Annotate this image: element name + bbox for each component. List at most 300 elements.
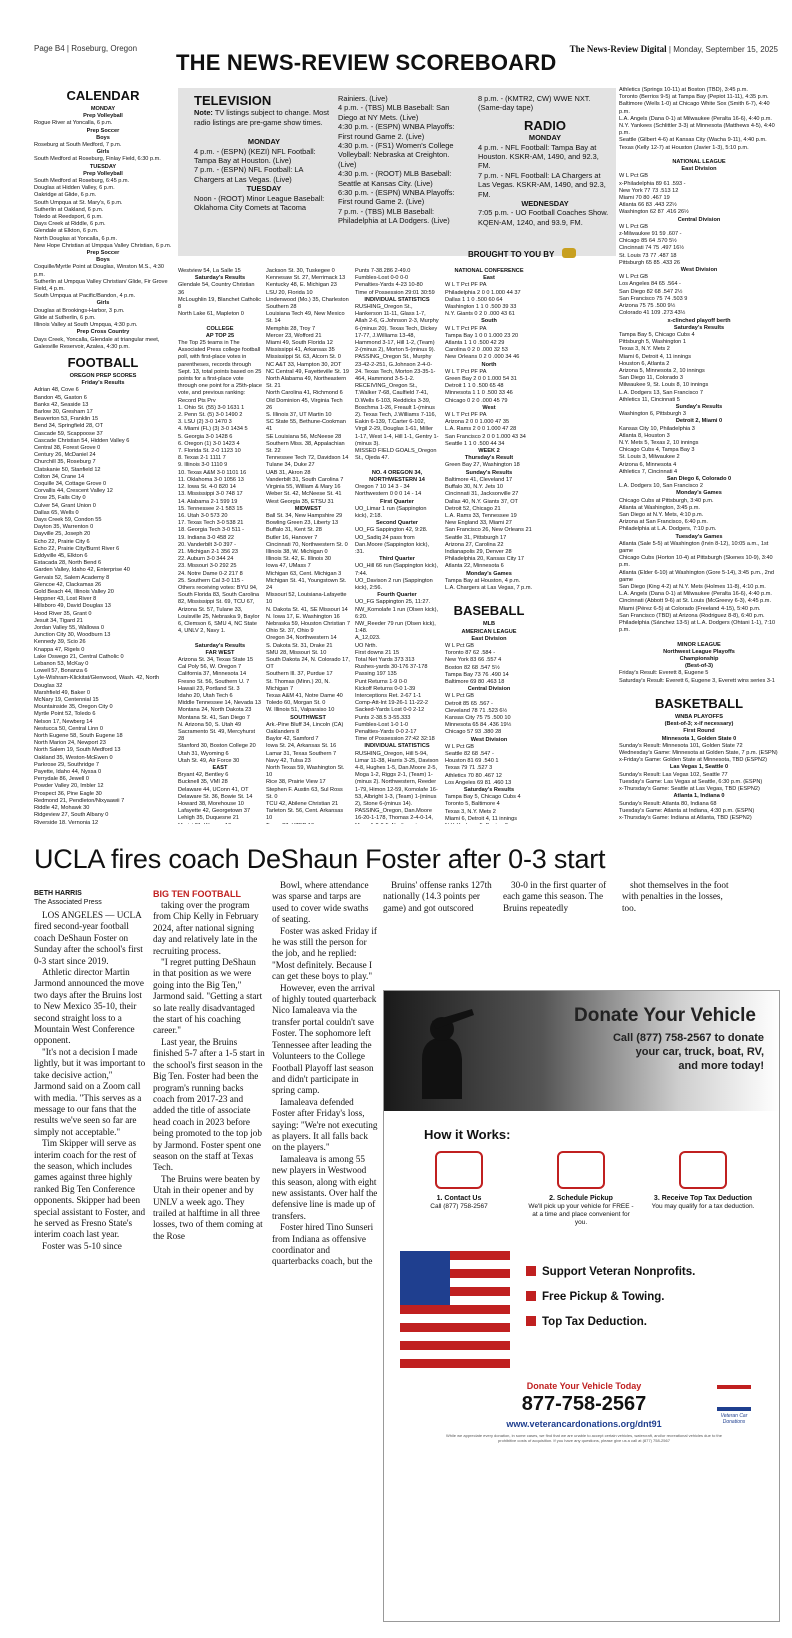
list-line: Central Division [467,686,511,693]
story-paragraph: The Bruins were beaten by Utah in their opener and by UNLV a week ago. They trailed at halftime in all three losses, two of them coming at the Rose [153,1173,263,1241]
story-paragraph: Foster was asked Friday if he was still the person for the job, and he replied: "Most definitely. Because I can get these boys to play." [272,925,377,982]
list-line: First Quarter [380,498,414,505]
ad-step-title: 3. Receive Top Tax Deduction [653,1195,753,1202]
list-line: Indianapolis 29, Denver 28 [445,548,512,555]
list-line: W L Pct GB [619,274,649,281]
list-line: 25. Southern Cal 3-0 115 - [178,577,244,584]
list-line: North Alabama 49, Northeastern St. 21 [266,376,347,390]
list-line: Minnesota 1 1 0 .500 33 46 [445,390,513,397]
list-line: INDIVIDUAL STATISTICS [364,296,430,303]
list-line: Utah St. 49, Air Force 30 [178,757,240,764]
list-line: Utah 31, Wyoming 6 [178,750,229,757]
story-paragraph: Foster was 5-10 since [42,1240,122,1251]
list-line: Tampa Bay 5, Chicago Cubs 4 [445,794,521,801]
list-line [178,318,262,325]
list-line: Dallas 1 1 0 .500 60 64 [445,296,503,303]
list-line: Atlanta (Sale 5-5) at Washington (Irvin 8-12), 10:05 a.m., 1st game [619,540,769,554]
list-line: Payette, Idaho 44, Nyssa 0 [34,769,102,776]
list-line: 8. Texas 2-1 1111 7 [178,455,226,462]
list-line: Penalties-Yards 0-0 2-17 [355,729,417,735]
story-paragraph: "It's not a decision I made lightly, but it was important to take decisive action," Jarmond said on a Zoom call with media. "This serves as a message to our fans that the results we've seen so far are simply not acceptable." [34,1046,146,1137]
list-line: Philadelphia at L.A. Dodgers, 7:10 p.m. [619,526,717,533]
list-line: 9. Illinois 3-0 1110 9 [178,462,228,469]
list-line: NC Central 49, Fayetteville St. 19 [266,368,350,375]
list-line: Texas 3, N.Y. Mets 2 [619,346,670,353]
list-line: Time of Possession 27:42 32:18 [355,736,435,743]
list-line: x-Thursday's Game: Seattle at Las Vegas, TBD (ESPN2) [619,786,760,793]
list-line: North Lake 61, Mapleton 0 [178,311,244,318]
list-line: Sunday's Results [675,403,723,410]
list-line: Texas 79 71 .527 3 [445,765,493,772]
stat-column-3 [266,268,350,824]
story-paragraph: Iamaleava is among 55 new players in Westwood this season, along with eight new assistants. Over half the defensive line is made up of transfers. [272,1153,378,1221]
list-line: Atlanta 8, Houston 3 [619,432,670,439]
list-line: Saturday's Results [194,642,246,649]
list-line: 18. Georgia Tech 3-0 511 - [178,527,245,534]
list-line: Southern Miss. 38, Appalachian St. 22 [266,440,345,455]
list-line: East Division [471,635,507,642]
list-line: UAB 31, Akron 28 [266,469,311,476]
list-line: W L T Pct PF PA [445,282,487,289]
list-line: 6. Oregon (1) 3-0 1423 4 [178,440,240,447]
list-line: (Best-of-3) [685,663,713,670]
radio-column [478,94,612,227]
list-line: North Eugene 58, South Eugene 18 [34,733,123,740]
list-line: Butler 16, Hanover 7 [266,534,318,541]
list-line: Friday's Results [81,380,125,387]
story-paragraph: Last year, the Bruins finished 5-7 after a 1-5 start in the school's first season in the Big Ten. Foster had been the program's running backs coach from 2017-23 and added the title of associate head coach in 2023 before being promoted to the top job by Jarmond. Foster spent one season on the staff at Texas Tech. [153,1036,265,1173]
list-line: Boys [96,257,110,264]
list-line: PASSING_Oregon St., Murphy 23-42-2-251, G.Johnson 2-4-0-24. Texas Tech, Morton 23-35-1-464, Hammond 3-5-1-2. [355,354,436,383]
list-line: MIDWEST [294,505,322,512]
list-line: East [483,275,495,282]
list-line: Delaware 44, UConn 41, OT [178,786,249,793]
list-line: Chicago Cubs at Pittsburgh, 3:40 p.m. [619,497,714,504]
list-line: Wednesday's Game: Minnesota at Golden State, 7 p.m. (ESPN) [619,750,778,757]
ad-step-deduction [648,1151,758,1211]
list-line: 2. Penn St. (5) 3-0 1490 2 [178,412,243,419]
list-line: Hood River 35, Grant 0 [34,610,92,617]
tv-listing: 4 p.m. - (ESPN) (KEZI) NFL Football: Tampa Bay at Houston. (Live) [194,146,316,166]
list-line: Rogue River at Yoncalla, 6 p.m. [34,120,113,127]
list-line: UO_Sadiq 24 pass from Dan.Moore (Sappington kick), :31. [355,534,429,555]
list-line: Corvallis 44, Crescent Valley 12 [34,488,113,495]
ad-title: Donate Your Vehicle [574,1005,756,1026]
list-line: Girls [96,149,110,156]
list-line: S. Illinois 37, UT Martin 10 [266,412,332,419]
list-line: SOUTHWEST [290,714,326,721]
list-line: Cincinnati 74 75 .497 16½ [619,245,684,252]
list-line: Jackson St. 30, Tuskegee 0 [266,268,335,274]
list-line: 23. Missouri 3-0 292 25 [178,563,237,570]
list-line: West Division [680,267,718,274]
list-line: Redmond 21, Pendleton/Nixyaawii 7 [34,797,125,804]
list-line: NW_Reeder 79 run (Olsen kick), 1:48. [355,620,436,635]
list-line: Iowa 47, UMass 7 [266,563,311,570]
list-line: Riddle 42, Mohawk 30 [34,805,90,812]
list-line: Colton 34, Crane 14 [34,473,85,480]
list-line: Kickoff Returns 0-0 1-39 [355,685,416,692]
list-line: Pittsburgh 65 85 .433 26 [619,259,680,266]
list-line: Junction City 30, Woodburn 13 [34,632,111,639]
list-line: 22. Auburn 3-0 344 24 [178,556,234,563]
list-line: Echo 22, Prairie City 6 [34,538,90,545]
list-line: Atlanta 66 83 .443 22½ [619,202,677,209]
list-line: East Division [681,166,717,173]
list-line: Tarleton St. 56, Cent. Arkansas 10 [266,808,344,822]
list-line: AP TOP 25 [205,332,235,339]
list-line: Lowell 57, Bonanza 6 [34,668,88,675]
list-line: Days Creek, Yoncalla, Glendale at triangular meet, Galesville Reservoir, Azalea, 4:30 p.m. [34,336,160,350]
radio-day-wednesday: WEDNESDAY [521,199,569,209]
ad-sub-line: Call (877) 758-2567 to donate [612,1032,764,1044]
list-line: Nebraska 59, Houston Christian 7 [266,620,350,627]
list-line: Toronto (Berrios 9-5) at Tampa Bay (Pepiot 11-11), 4:35 p.m. [619,94,769,101]
list-line: BASEBALL [453,603,525,619]
list-line [619,685,779,692]
list-line: Idaho 20, Utah Tech 6 [178,692,233,699]
list-line: Tampa Bay 5, Chicago Cubs 4 [619,331,695,338]
list-line: Texas 3, N.Y. Mets 2 [445,808,496,815]
list-line: Penalties-Yards 4-23 10-80 [355,282,423,289]
list-line: NO. 4 OREGON 34, NORTHWESTERN 14 [369,469,425,483]
story-paragraph: 30-0 in the first quarter of each game this season. The Bruins repeatedly [503,880,607,913]
list-line: Oakland 35, Weston-McEwen 0 [34,754,113,761]
list-line: Ridgeview 27, South Albany 0 [34,812,109,819]
list-line: OREGON PREP SCORES [69,372,137,379]
list-line: 1. Ohio St. (55) 3-0 1631 1 [178,404,245,411]
list-line: Jesuit 34, Tigard 21 [34,617,83,624]
list-line: Michigan St. 41, Youngstown St. 24 [266,577,347,591]
list-line: Chicago Cubs 4, Tampa Bay 3 [619,447,695,454]
ad-benefit: Support Veteran Nonprofits. [526,1266,695,1278]
list-line: Delaware St. 36, Bowie St. 14 [178,793,253,800]
list-line: Tennessee Tech 72, Davidson 14 [266,455,349,462]
list-line: Cascade Christian 54, Hidden Valley 6 [34,437,130,444]
list-line: Bucknell 35, VMI 28 [178,779,228,786]
ad-step-title: 2. Schedule Pickup [549,1195,613,1202]
list-line: Powder Valley 20, Imbler 12 [34,783,104,790]
list-line: Texas A&M 41, Notre Dame 40 [266,692,343,699]
list-line: Northwest League Playoffs [663,648,735,655]
list-line: Mississippi St. 63, Alcorn St. 0 [266,354,341,361]
list-line: Montana St. 41, San Diego 7 [178,714,250,721]
list-line: Douglas at Brookings-Harbor, 3 p.m. [34,307,125,314]
list-line: Iowa St. 24, Arkansas St. 16 [266,743,337,750]
list-line: Weber St. 42, McNeese St. 41 [266,491,342,498]
veteran-car-donations-logo [709,1385,759,1425]
list-line: Seattle (Gilbert 4-6) at Kansas City (Wacha 9-11), 4:40 p.m. [619,137,767,144]
ad-sub-line: and more today! [678,1060,764,1072]
list-line: Glendale 54, Country Christian 36 [178,282,255,296]
list-line: Stanford 30, Boston College 20 [178,743,256,750]
list-line: NC A&T 33, Hampton 30, 2OT [266,361,342,368]
list-line: 14. Alabama 2-1 599 19 [178,498,238,505]
story-column-1 [34,910,146,1630]
list-line: W L Pct GB [619,173,649,180]
list-line: 4. Miami (FL) (3) 3-0 1434 5 [178,426,248,433]
list-line: North Carolina 41, Richmond 6 [266,390,343,397]
list-line: New Orleans 0 2 0 .000 34 46 [445,354,520,361]
list-line: Green Bay 2 0 0 1.000 54 31 [445,376,517,383]
radio-listing: 4 p.m. - NFL Football: Tampa Bay at Houston. KSKR-AM, 1490, and 92.3, FM. [478,142,599,171]
list-line: UO_FG Sappington 25, 11:27. [355,599,431,606]
list-line: New York 77 73 .513 12 [619,187,679,194]
list-line [619,152,779,159]
list-line: Punts 7-38.286 2-49.0 [355,268,411,274]
list-line: Adrian 48, Cove 6 [34,387,79,394]
story-column-3 [272,880,378,1630]
logo-text: Veteran Car Donations [720,1413,748,1425]
story-paragraph: Bowl, where attendance was sparse and tarps are used to cover wide swaths of seating. [272,880,369,925]
list-line: Chicago 57 93 .380 28 [445,729,502,736]
story-paragraph: taking over the program from Chip Kelly in February 2024, after national signing day and relatively late in the recruiting process. [153,900,259,956]
tv-listing: 7 p.m. - (TBS) MLB Baseball: Philadelphia at LA Dodgers. (Live) [338,206,450,226]
list-line: First downs 21 15 [355,649,400,656]
list-line: Saturday's Results [463,787,515,794]
list-line: SE Louisiana 56, McNeese 28 [266,433,342,440]
list-line: Roseburg at South Medford, 7 p.m. [34,142,122,149]
list-line: Marshfield 49, Baker 0 [34,689,90,696]
list-line: Boston 82 68 .547 5½ [445,664,500,671]
list-line: Banks 42, Seaside 13 [34,401,89,408]
list-line [619,634,779,641]
ad-phone[interactable]: 877-758-2567 [521,1393,647,1415]
ad-sub-line: your car, truck, boat, RV, [635,1046,764,1058]
list-line: Echo 22, Prairie City/Burnt River 6 [34,545,120,552]
list-line: Detroit 1 1 0 .500 65 48 [445,383,504,390]
tv-listing: 4 p.m. - (TBS) MLB Baseball: San Diego at NY Mets. (Live) [338,103,450,122]
list-line: St. Thomas (Minn.) 20, N. Michigan 7 [266,678,330,692]
list-line [266,823,350,824]
list-line: Coquille/Myrtle Point at Douglas, Winston M.S., 4:30 p.m. [34,264,164,278]
list-line: Navy 42, Tulsa 23 [266,757,311,764]
list-line: z-Milwaukee 91 59 .607 - [619,231,682,238]
list-line: Middle Tennessee 14, Nevada 13 [178,700,261,707]
list-line: Interceptions Ret. 2-67 1-1 [355,692,422,699]
list-line: Seattle 1 1 0 .500 44 34 [445,440,505,447]
list-line: Bandon 45, Gaston 6 [34,394,87,401]
list-line: Knappa 47, Rigels 0 [34,646,85,653]
list-line: 5. Georgia 3-0 1428 6 [178,433,233,440]
list-line: St. Louis 73 77 .487 18 [619,252,677,259]
donate-vehicle-ad[interactable] [383,990,780,1622]
list-line: Athletics (Springs 10-11) at Boston (TBD), 3:45 p.m. [619,87,748,93]
logo-mark-icon [717,1385,751,1411]
list-line: Sunday's Results [465,469,513,476]
list-line: Prep Soccer [86,127,120,134]
list-line: L.A. Angels (Dana 0-1) at Milwaukee (Peralta 16-6), 4:40 p.m. [619,591,772,598]
list-line: Friday's Result: Everett 8, Eugene 5 [619,670,709,677]
list-line: Philadelphia 2 0 0 1.000 44 37 [445,289,521,296]
list-line: L.A. Chargers at Las Vegas, 7 p.m. [445,584,533,591]
byline [34,889,102,907]
list-line: Illinois 38, W. Michigan 0 [266,548,328,555]
list-line: Fresno St. 56, Southern U. 7 [178,678,250,685]
list-line: Dayton 35, Warrenton 0 [34,524,94,531]
list-line: WEEK 2 [478,448,500,455]
list-line: Cincinnati 70, Northwestern St. 0 [266,541,348,548]
tv-listing: 8 p.m. - (KMTR2, CW) WWE NXT. (Same-day tape) [478,94,591,113]
ad-step-text: We'll pick up your vehicle for FREE - at a time and place convenient for you. [528,1203,634,1226]
list-line: Nelson 17, Newberg 14 [34,718,93,725]
list-line: North Salem 19, South Medford 13 [34,747,121,754]
list-line: New York 83 66 .557 4 [445,657,502,664]
list-line: Passing 197 135 [355,671,397,678]
list-line: Ohio St. 37, Ohio 9 [266,628,314,635]
receipt-icon [679,1151,727,1189]
list-line: Arizona St. 34, Texas State 15 [178,656,254,663]
list-line: NW_Komolafe 1 run (Olsen kick), 6:20. [355,606,438,620]
list-line: NATIONAL LEAGUE [672,159,726,166]
list-line: North Marion 24, Newport 23 [34,740,106,747]
list-line: Fumbles-Lost 0-0 0-0 [355,275,409,282]
list-line: Lindenwood (Mo.) 35, Charleston Southern 28 [266,296,349,311]
paper-title: The News-Review Digital [569,44,667,54]
list-line: McLoughlin 19, Blanchet Catholic 8 [178,296,262,311]
flag-soldier-image [400,1251,510,1371]
list-line: 15. Tennessee 2-1 583 15 [178,505,243,512]
list-line: Bend 34, Springfield 28, OT [34,423,104,430]
list-line: Washington 62 87 .416 26½ [619,209,689,216]
list-line: Montana 24, North Dakota 23 [178,707,252,714]
list-line: Glendale at Elkton, 6 p.m. [34,228,99,235]
story-paragraph: However, even the arrival of highly touted quarterback Nico Iamaleava via the transfer portal couldn't save Foster. The sophomore left Tennessee after leading the Volunteers to the College Football Playoff last season and didn't participate in spring camp. [272,982,377,1096]
list-line: N. Iowa 17, E. Washington 16 [266,613,340,620]
list-line: W L T Pct PF PA [445,325,487,332]
list-line: Mercer 23, Wofford 21 [266,332,322,339]
list-line: W L T Pct PF PA [445,412,487,419]
list-line: AMERICAN LEAGUE [461,628,517,635]
tv-day-tuesday: TUESDAY [246,184,282,194]
list-line: W L T Pct PF PA [445,368,487,375]
list-line: (Best-of-3; x-if necessary) [664,721,734,728]
list-line: Prep Volleyball [83,113,123,120]
list-line: L.A. Rams 2 0 0 1.000 47 28 [445,426,517,433]
list-line: Culver 54, Grant Union 0 [34,502,96,509]
list-line: St. Louis 3, Milwaukee 2 [619,454,680,461]
list-line: Crow 25, Falls City 0 [34,495,86,502]
list-line: Washington 6, Pittsburgh 3 [619,411,686,418]
ad-benefit: Free Pickup & Towing. [526,1291,664,1303]
list-line [445,823,533,824]
list-line: Championship [679,656,719,663]
list-line: Atlanta 1 1 0 .500 42 29 [445,340,505,347]
list-line: Prospect 36, Pine Eagle 30 [34,790,102,797]
list-line: Tampa Bay 1 0 0 1.000 23 20 [445,332,519,339]
ad-url-link[interactable]: www.veterancardonations.org/dnt91 [506,1419,662,1429]
list-line: Detroit 52, Chicago 21 [445,505,501,512]
list-line: Lafayette 42, Georgetown 37 [178,808,251,815]
list-line: N.Y. Giants 0 2 0 .000 43 61 [445,311,515,318]
story-paragraph: Iamaleava defended Foster after Friday's loss, saying: "We're not executing as players. It all falls back on the players." [272,1096,378,1153]
list-line: Lyle-Wishram-Klickitat/Glenwood, Wash. 42, North Douglas 32 [34,675,160,689]
tv-note-label: Note: [194,108,213,118]
list-line: San Francisco (TBD) at Arizona (Rodriguez 8-8), 6:40 p.m. [619,612,765,619]
list-line: Rice 38, Prairie View 17 [266,779,326,786]
list-line: Kentucky 48, E. Michigan 23 [266,282,337,289]
list-line: San Francisco 26, New Orleans 21 [445,527,532,534]
list-line: UO_Davison 2 run (Sappington kick), 2:56. [355,577,433,591]
list-line: Gervais 52, Salem Academy 8 [34,574,110,581]
list-line: Sutherlin at Oakland, 6 p.m. [34,206,104,213]
list-line: Riverside 18, Vernonia 12 [34,819,99,824]
list-line: Saturday's Result: Everett 6, Eugene 3, Everett wins series 3-1 [619,677,775,684]
list-line: North [481,361,497,368]
list-line: W L Pct GB [619,223,649,230]
list-line: Missouri 52, Louisiana-Lafayette 10 [266,592,347,606]
story-paragraph: LOS ANGELES — UCLA fired second-year football coach DeShaun Foster on Sunday after the school's first 0-3 start since 2019. [34,910,143,966]
story-paragraph: Athletic director Martin Jarmond announced the move two days after the Bruins lost to New Mexico 35-10, their second straight loss to a Mountain West Conference opponent. [34,967,144,1046]
list-line: Lake Oswego 21, Central Catholic 0 [34,653,124,660]
list-line: Philadelphia (Sánchez 13-5) at L.A. Dodgers (Ohtani 1-1), 7:10 p.m. [619,620,776,634]
ad-step-text: Call (877) 758-2567 [430,1203,488,1210]
list-line: Michigan 63, Cent. Michigan 3 [266,570,342,577]
list-line: Buffalo 30, N.Y. Jets 10 [445,484,503,491]
list-line: RUSHING_Oregon, Hill 5-94, Limar 11-38, Harris 3-25, Davison 4-8, Hughes 1-5, Dan.Moore 2-5, Moga 1-2, Riggs 2-1, (Team) 1-(minus 2). Northwestern, Reeder 1-79, Himon 12-59, Komolafe 16-53, Albright 1-3, (Team) 1-(minus 2), Stone 6-(minus 14). [355,750,439,808]
list-line: WNBA PLAYOFFS [674,714,724,721]
list-line: West Division [470,736,508,743]
list-line: N.Y. Mets 5, Texas 2, 10 innings [619,439,699,446]
list-line: Bryant 42, Bentley 6 [178,772,229,779]
list-line: South Medford at Roseburg, Finlay Field, 6:30 p.m. [34,156,161,163]
list-line: Green Bay 27, Washington 18 [445,462,520,469]
list-line: Miami (Pérez 6-5) at Colorado (Freeland 4-15), 5:40 p.m. [619,605,761,612]
calendar-column [34,84,172,824]
list-line: Carolina 0 2 0 .000 32 53 [445,347,508,354]
ad-benefit: Top Tax Deduction. [526,1316,647,1328]
list-line: Kansas City 75 75 .500 10 [445,714,511,721]
list-line: Miami 6, Detroit 4, 11 innings [619,353,692,360]
list-line: South [481,318,497,325]
list-line: 17. Texas Tech 3-0 538 21 [178,520,244,527]
list-line: PASSING_Oregon, Dan.Moore 16-20-1-178, Thomas 2-4-0-14, [355,808,433,822]
list-line: Detroit 85 65 .567 - [445,700,493,707]
list-line: Lehigh 35, Duquesne 21 [178,815,239,822]
list-line: San Diego 82 68 .547 2½ [619,288,683,295]
list-line: Total Net Yards 373 313 [355,656,415,663]
tv-listing: 4:30 p.m. - (ROOT) MLB Baseball: Seattle at Kansas City. (Live) [338,169,452,188]
list-line: x-Philadelphia 89 61 .593 - [619,180,686,187]
list-line: UO_FG Sappington 42, 9:28. [355,527,428,534]
list-line: Prep Soccer [86,250,120,257]
list-line: Tuesday's Games [675,533,723,540]
list-line: Seattle 31, Pittsburgh 17 [445,534,507,541]
list-line: Detroit 2, Miami 0 [675,418,723,425]
list-line: Westview 54, La Salle 15 [178,268,241,274]
list-line: Philadelphia 20, Kansas City 17 [445,556,524,563]
list-line: Glencoe 42, Clackamas 26 [34,581,102,588]
list-line: Heppner 43, Lost River 8 [34,596,97,603]
list-line: Los Angeles 69 81 .460 13 [445,779,512,786]
list-line: Athletics 7, Cincinnati 4 [619,468,678,475]
list-line: San Diego at N.Y. Mets, 4:10 p.m. [619,511,704,518]
list-line: Record Pts Prv [178,397,216,404]
list-line: Baylor 42, Samford 7 [266,736,319,743]
tv-listing: Rainiers. (Live) [338,94,388,103]
list-line: Southern Ill. 37, Purdue 17 [266,671,333,678]
phone-icon [435,1151,483,1189]
list-line: Illinois St. 42, E. Illinois 30 [266,556,331,563]
list-line: Baltimore 69 80 .463 18 [445,678,505,685]
tv-listing: 4:30 p.m. - (FS1) Women's College Volleyball: Nebraska at Creighton. (Live) [338,141,454,169]
list-line: Sunday's Result: Las Vegas 102, Seattle 77 [619,771,728,778]
list-line: Estacada 28, North Bend 6 [34,560,102,567]
list-line: x-Friday's Game: Golden State at Minnesota, TBD (ESPN2) [619,757,768,764]
list-line: North Texas 59, Washington St. 10 [266,765,345,779]
list-line: NATIONAL CONFERENCE [454,268,524,274]
list-line: Saturday's Results [194,275,246,282]
